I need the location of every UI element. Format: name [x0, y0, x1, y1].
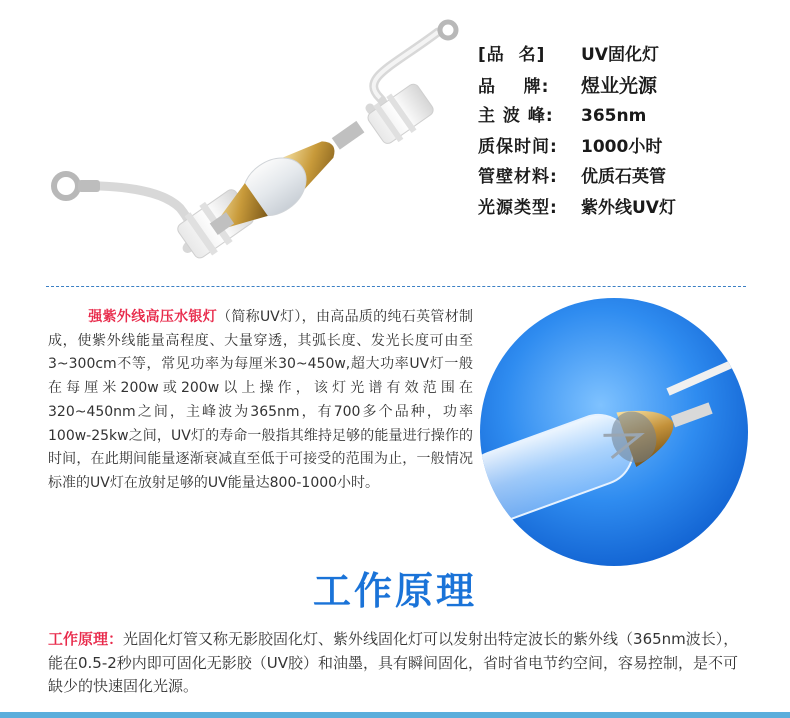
intro-text: （简称UV灯），由高品质的纯石英管材制成，使紫外线能量高程度、大量穿透，其弧长度、发光长度可由至3~300cm不等，常见功率为每厘米30~450w,超大功率UV灯一般在每厘米200w或200w以上操作，该灯光谱有效范围在320~450nm之间，主峰波为365nm，有700多个品种，功率100w-25kw之间，UV灯的寿命一般指其维持足够的能量进行操作的时间，在此期间能量逐渐衰减直至低于可接受的范围为止，一般情况标准的UV灯在放射足够的UV能量达800-1000小时。 [48, 309, 473, 491]
spec-label: 品 牌: [478, 76, 550, 97]
spec-label: 主 波 峰: [478, 106, 554, 126]
spec-row-material [478, 162, 676, 193]
spec-value: 紫外线UV灯 [581, 197, 676, 218]
spec-value: 优质石英管 [581, 167, 666, 187]
spec-label: 管壁材料: [478, 167, 558, 187]
spec-value: UV固化灯 [581, 45, 659, 65]
spec-row-peak [478, 101, 676, 132]
spec-row-name [478, 40, 676, 71]
spec-row-type [478, 193, 676, 224]
intro-paragraph [48, 306, 473, 496]
principle-text: 光固化灯管又称无影胶固化灯、紫外线固化灯可以发射出特定波长的紫外线（365nm波长），能在0.5-2秒内即可固化无影胶（UV胶）和油墨，具有瞬间固化，省时省电节约空间，容易控制，是不可缺少的快速固化光源。 [48, 630, 739, 695]
section-divider [46, 286, 746, 287]
spec-label: [品 名] [478, 45, 546, 65]
spec-value: 365nm [581, 106, 647, 126]
uv-lamp-product-image [30, 8, 470, 270]
intro-highlight: 强紫外线高压水银灯 [88, 309, 218, 325]
uv-lamp-closeup-image [478, 296, 750, 568]
product-spec-list [478, 40, 676, 223]
principle-paragraph [48, 628, 748, 699]
spec-row-brand [478, 71, 676, 102]
section-title-working-principle: 工作原理 [312, 569, 477, 613]
spec-value: 煜业光源 [581, 74, 658, 97]
spec-value: 1000小时 [581, 136, 663, 157]
spec-label: 质保时间: [478, 136, 558, 157]
spec-label: 光源类型: [478, 197, 558, 218]
bottom-bar [0, 712, 790, 718]
spec-row-warranty [478, 132, 676, 163]
principle-label: 工作原理： [48, 630, 124, 648]
